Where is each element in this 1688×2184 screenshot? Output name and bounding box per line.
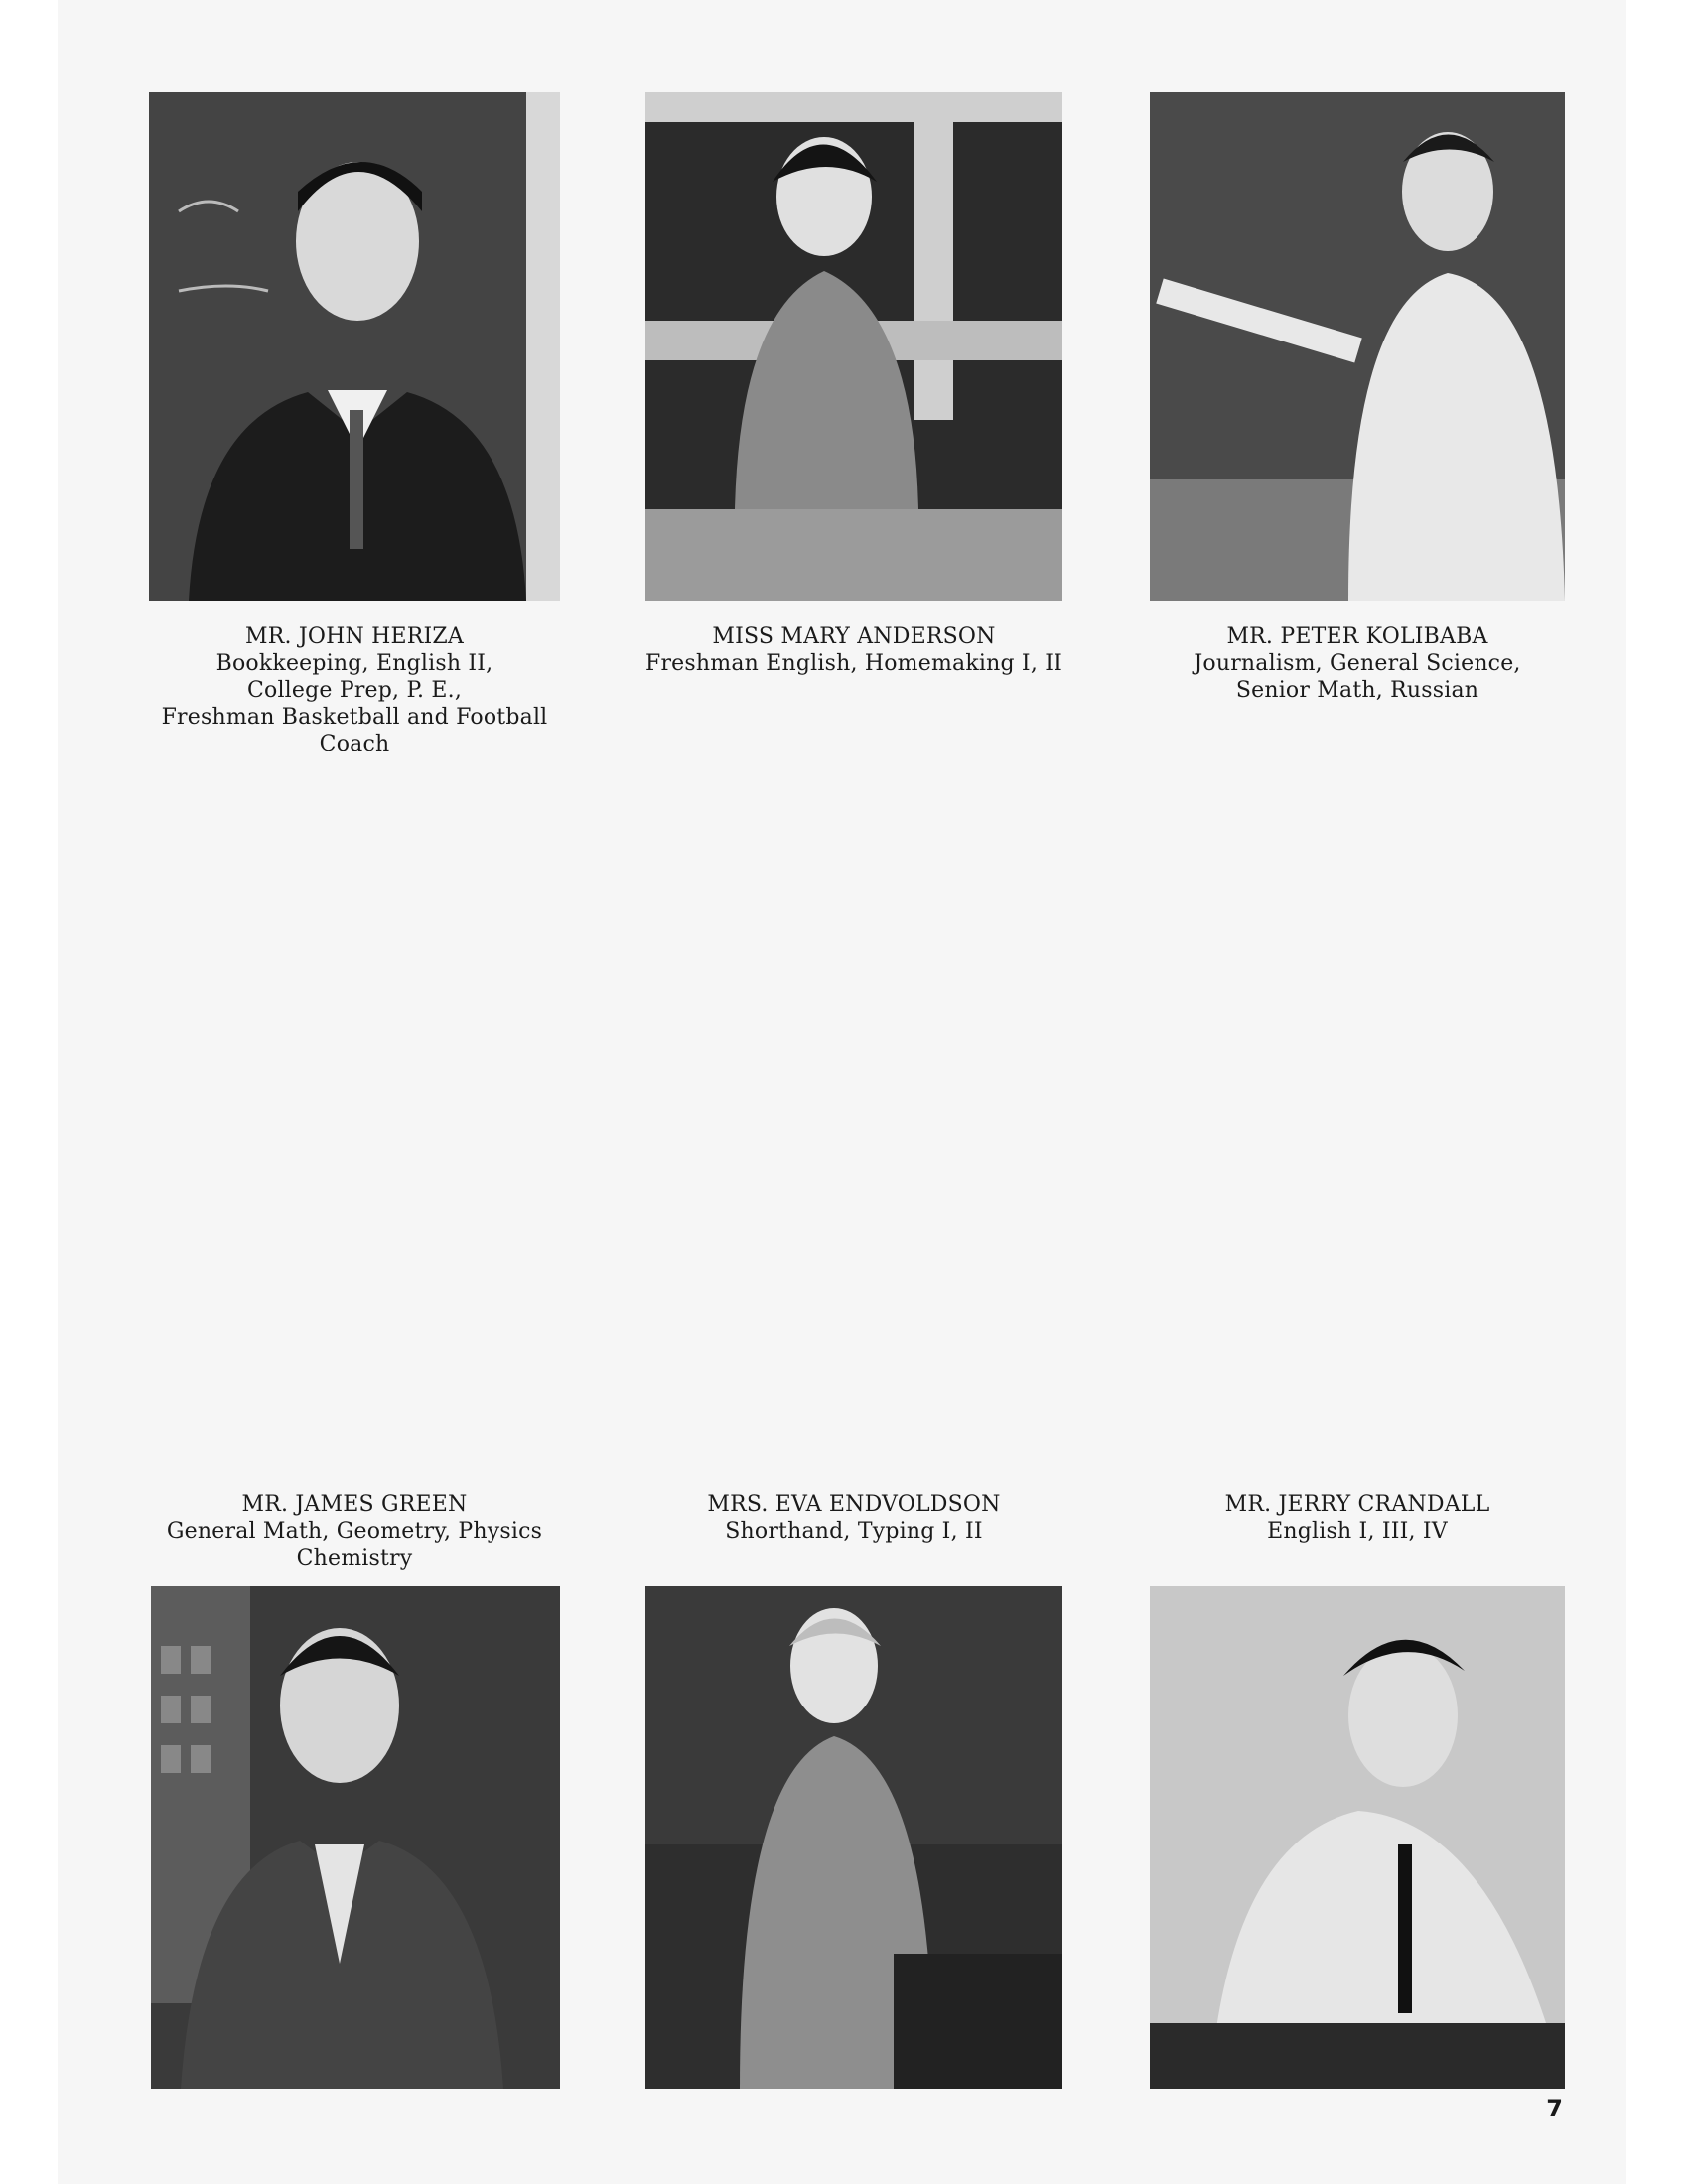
teacher-photo-green [151, 1586, 560, 2089]
teacher-name: MR. JOHN HERIZA [244, 624, 465, 649]
teacher-caption-heriza [139, 623, 570, 757]
teacher-photo-anderson [645, 92, 1062, 601]
teacher-name: MR. PETER KOLIBABA [1226, 624, 1488, 649]
teacher-caption-crandall [1140, 1491, 1575, 1545]
teacher-subjects: Freshman English, Homemaking I, II [645, 651, 1062, 676]
teacher-subjects: Journalism, General Science, Senior Math, Russian [1194, 651, 1521, 703]
teacher-caption-kolibaba [1140, 623, 1575, 704]
teacher-photo-endvoldson [645, 1586, 1062, 2089]
teacher-caption-anderson [626, 623, 1082, 677]
teacher-subjects: Shorthand, Typing I, II [725, 1519, 983, 1544]
teacher-name: MISS MARY ANDERSON [712, 624, 996, 649]
teacher-subjects: General Math, Geometry, Physics Chemistry [166, 1519, 543, 1570]
teacher-photo-crandall [1150, 1586, 1565, 2089]
teacher-caption-endvoldson [626, 1491, 1082, 1545]
page-number: 7 [1546, 2095, 1563, 2122]
teacher-name: MR. JERRY CRANDALL [1224, 1492, 1490, 1517]
teacher-caption-green [139, 1491, 570, 1571]
teacher-subjects: Bookkeeping, English II, College Prep, P. E., Freshman Basketball and Football Coach [161, 651, 548, 756]
teacher-photo-heriza [149, 92, 560, 601]
teacher-name: MR. JAMES GREEN [241, 1492, 468, 1517]
teacher-name: MRS. EVA ENDVOLDSON [707, 1492, 1001, 1517]
teacher-photo-kolibaba [1150, 92, 1565, 601]
teacher-subjects: English I, III, IV [1267, 1519, 1448, 1544]
